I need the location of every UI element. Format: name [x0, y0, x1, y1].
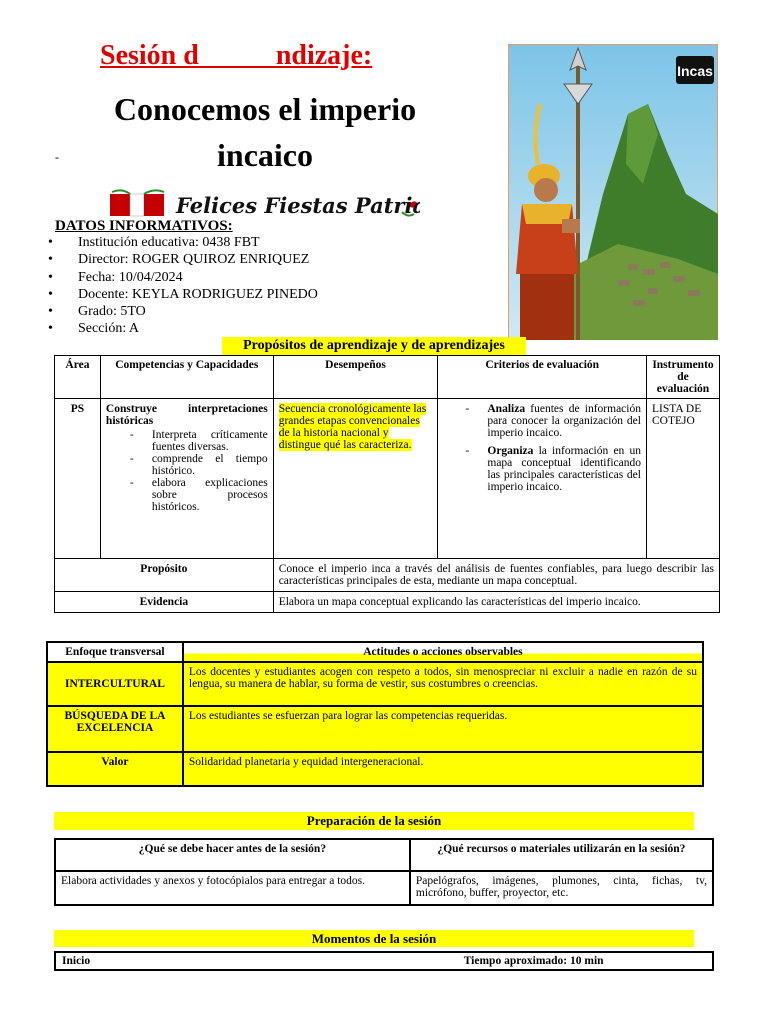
enfoque-header: Enfoque transversal [47, 642, 183, 662]
page-title [70, 86, 460, 178]
actitud-valor: Solidaridad planetaria y equidad intergeneracional. [183, 752, 703, 786]
header-instrumento: Instrumento de evaluación [646, 356, 719, 399]
proposito-label: Propósito [55, 559, 274, 592]
preparacion-q2: ¿Qué recursos o materiales utilizarán en la sesión? [410, 839, 713, 871]
criterio-text: la información en un mapa conceptual identificando las principales características del imperio incaico. [487, 445, 641, 493]
datos-item-seccion: • Sección: A [46, 320, 318, 337]
incas-picture [508, 44, 718, 340]
enfoque-intercultural: INTERCULTURAL [47, 662, 183, 706]
propositos-header-row [55, 356, 720, 399]
capacidad-item: - comprende el tiempo histórico. [130, 453, 268, 477]
area-cell: PS [55, 399, 101, 559]
competencia-cell [100, 399, 273, 559]
enfoque-row [47, 752, 703, 786]
inicio-label: Inicio [55, 952, 414, 970]
capacidades-list [106, 429, 268, 513]
criterio-item [465, 403, 641, 439]
preparacion-table [54, 838, 714, 906]
enfoque-row [47, 662, 703, 706]
criterio-item [465, 445, 641, 493]
datos-item-docente: • Docente: KEYLA RODRIGUEZ PINEDO [46, 286, 318, 303]
momentos-bar: Momentos de la sesión [54, 930, 694, 947]
incas-label: Incas [677, 63, 713, 79]
incas-illustration [508, 44, 718, 340]
instrumento-cell: LISTA DE COTEJO [646, 399, 719, 559]
preparacion-header-row [55, 839, 713, 871]
enfoque-excelencia: BÚSQUEDA DE LA EXCELENCIA [47, 706, 183, 752]
proposito-text: Conoce el imperio inca a través del análisis de fuentes confiables, para luego describir las características principales de esta, mediante un mapa conceptual. [273, 559, 719, 592]
header-area: Área [55, 356, 101, 399]
fiestas-patrias-banner [108, 188, 420, 222]
desempeno-text: Secuencia cronológicamente las grandes etapas convencionales de la historia nacional y distingue qué las caracteriza. [278, 403, 427, 451]
competencia-text: Construye interpretaciones históricas [105, 403, 268, 427]
datos-item-director: • Director: ROGER QUIROZ ENRIQUEZ [46, 251, 318, 268]
momentos-row [55, 952, 713, 970]
datos-item-grado: • Grado: 5TO [46, 303, 318, 320]
enfoques-header-row [47, 642, 703, 662]
criterio-text: fuentes de información para conocer la organización del imperio incaico. [487, 403, 641, 439]
banner-graphic [108, 188, 420, 222]
criterios-cell [438, 399, 647, 559]
actitud-excelencia: Los estudiantes se esfuerzan para lograr las competencias requeridas. [183, 706, 703, 752]
header-criterios: Criterios de evaluación [438, 356, 647, 399]
enfoques-table [46, 641, 704, 787]
propositos-content-row [55, 399, 720, 559]
enfoque-row [47, 706, 703, 752]
propositos-bar: Propósitos de aprendizaje y de aprendizajes [222, 337, 526, 355]
dash-mark: - [55, 150, 59, 164]
preparacion-a1: Elabora actividades y anexos y fotocópialos para entregar a todos. [55, 871, 410, 905]
evidencia-row [55, 592, 720, 613]
capacidad-item: - Interpreta críticamente fuentes diversas. [130, 429, 268, 453]
datos-item-fecha: • Fecha: 10/04/2024 [46, 269, 318, 286]
criterio-bold: Analiza [487, 403, 526, 415]
header-competencias: Competencias y Capacidades [100, 356, 273, 399]
banner-text: Felices Fiestas Patrias [176, 193, 420, 218]
preparacion-q1: ¿Qué se debe hacer antes de la sesión? [55, 839, 410, 871]
evidencia-text: Elabora un mapa conceptual explicando las características del imperio incaico. [273, 592, 719, 613]
page-title-line1: Conocemos el imperio [113, 91, 417, 127]
datos-item-institucion: • Institución educativa: 0438 FBT [46, 234, 318, 251]
datos-list [46, 234, 318, 338]
header-desempenos: Desempeños [273, 356, 438, 399]
session-title [100, 40, 372, 72]
propositos-table [54, 355, 720, 613]
criterios-list [443, 403, 641, 493]
preparacion-bar: Preparación de la sesión [54, 812, 694, 830]
datos-heading: DATOS INFORMATIVOS: [55, 218, 233, 234]
title-left: Sesión d [100, 40, 199, 71]
proposito-row [55, 559, 720, 592]
preparacion-answer-row [55, 871, 713, 905]
desempeno-cell [273, 399, 438, 559]
tiempo-label: Tiempo aproximado: 10 min [414, 952, 713, 970]
criterio-bold: Organiza [487, 445, 534, 457]
title-right: ndizaje: [275, 40, 373, 71]
preparacion-a2: Papelógrafos, imágenes, plumones, cinta, fichas, tv, micrófono, buffer, proyector, etc. [410, 871, 713, 905]
actitudes-header: Actitudes o acciones observables [183, 642, 703, 662]
evidencia-label: Evidencia [55, 592, 274, 613]
capacidad-item: - elabora explicaciones sobre procesos históricos. [130, 477, 268, 513]
actitud-intercultural: Los docentes y estudiantes acogen con respeto a todos, sin menospreciar ni excluir a nadie en razón de su lengua, su manera de hablar, su forma de vestir, sus costumbres o creencias. [183, 662, 703, 706]
momentos-table [54, 951, 714, 971]
enfoque-valor: Valor [47, 752, 183, 786]
page-title-line2: incaico [217, 137, 313, 173]
